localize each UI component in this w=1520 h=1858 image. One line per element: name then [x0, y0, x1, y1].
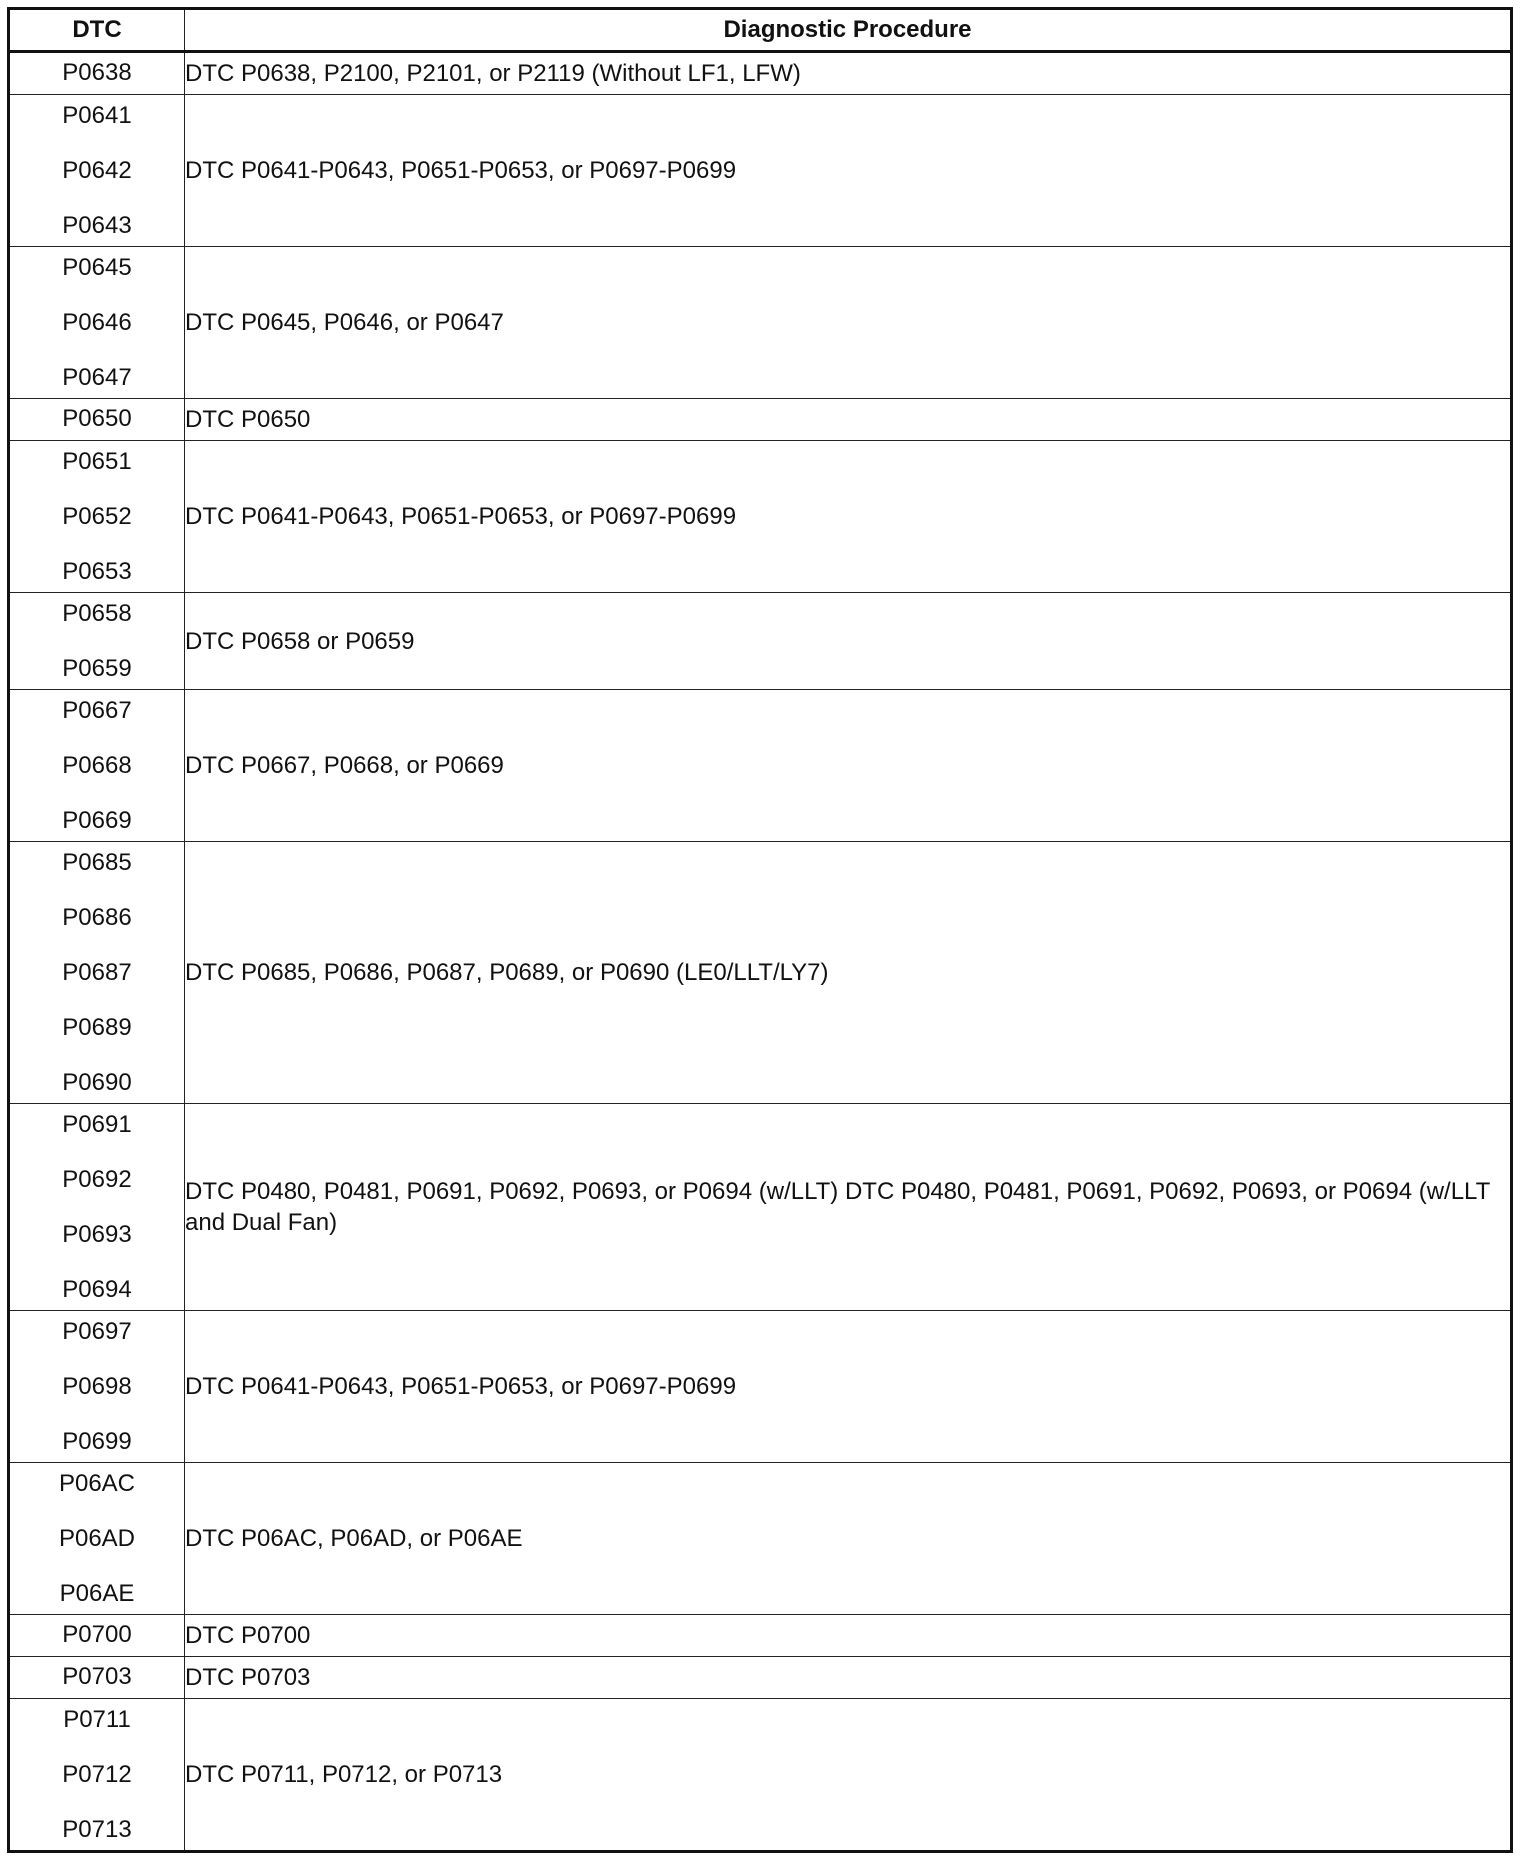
- dtc-code: P0685: [62, 849, 132, 876]
- table-row: [9, 1311, 1512, 1463]
- table-row: [9, 842, 1512, 1104]
- table-row: [9, 1699, 1512, 1852]
- dtc-codes-cell: [9, 1463, 185, 1615]
- dtc-code: P0658: [62, 600, 132, 627]
- dtc-code: P0687: [62, 959, 132, 986]
- diagnostic-procedure-link[interactable]: DTC P0645, P0646, or P0647: [185, 247, 1512, 399]
- dtc-codes-cell: [9, 1104, 185, 1311]
- diagnostic-procedure-link[interactable]: DTC P06AC, P06AD, or P06AE: [185, 1463, 1512, 1615]
- dtc-code: P06AD: [58, 1525, 136, 1552]
- dtc-code: P0712: [62, 1761, 132, 1788]
- dtc-code: P0659: [62, 655, 132, 682]
- dtc-code: P0698: [62, 1373, 132, 1400]
- table-row: [9, 690, 1512, 842]
- dtc-code: P0667: [62, 697, 132, 724]
- table-row: [9, 1657, 1512, 1699]
- table-row: [9, 247, 1512, 399]
- diagnostic-procedure-link[interactable]: DTC P0667, P0668, or P0669: [185, 690, 1512, 842]
- diagnostic-procedure-link[interactable]: DTC P0703: [185, 1657, 1512, 1699]
- dtc-code: P0642: [62, 157, 132, 184]
- diagnostic-procedure-link[interactable]: DTC P0650: [185, 399, 1512, 441]
- dtc-codes-cell: [9, 95, 185, 247]
- diagnostic-procedure-link[interactable]: DTC P0711, P0712, or P0713: [185, 1699, 1512, 1852]
- diagnostic-procedure-link[interactable]: DTC P0641-P0643, P0651-P0653, or P0697-P0699: [185, 95, 1512, 247]
- dtc-code: P0638: [62, 59, 132, 86]
- dtc-code: P0690: [62, 1069, 132, 1096]
- dtc-code: P0711: [63, 1706, 131, 1733]
- dtc-column-header: DTC: [9, 9, 185, 52]
- diagnostic-procedure-link[interactable]: DTC P0658 or P0659: [185, 593, 1512, 690]
- dtc-code: P0646: [62, 309, 132, 336]
- dtc-code: P0691: [62, 1111, 132, 1138]
- dtc-codes-cell: [9, 593, 185, 690]
- dtc-code: P0686: [62, 904, 132, 931]
- diagnostic-procedure-link[interactable]: DTC P0641-P0643, P0651-P0653, or P0697-P0699: [185, 1311, 1512, 1463]
- dtc-code: P0669: [62, 807, 132, 834]
- dtc-codes-cell: [9, 247, 185, 399]
- table-row: [9, 399, 1512, 441]
- table-header-row: [9, 9, 1512, 52]
- table-row: [9, 52, 1512, 95]
- dtc-code: P0693: [62, 1221, 132, 1248]
- dtc-codes-cell: [9, 1615, 185, 1657]
- dtc-codes-cell: [9, 842, 185, 1104]
- dtc-codes-cell: [9, 1699, 185, 1852]
- dtc-code: P0651: [62, 448, 132, 475]
- dtc-code: P0694: [62, 1276, 132, 1303]
- diagnostic-procedure-link[interactable]: DTC P0480, P0481, P0691, P0692, P0693, or P0694 (w/LLT) DTC P0480, P0481, P0691, P0692, P0693, or P0694 (w/LLT and Dual Fan): [185, 1104, 1512, 1311]
- dtc-code: P0643: [62, 212, 132, 239]
- table-row: [9, 1104, 1512, 1311]
- dtc-code: P0650: [62, 405, 132, 432]
- dtc-code: P0700: [62, 1621, 132, 1648]
- dtc-code: P0697: [62, 1318, 132, 1345]
- table-body: [9, 52, 1512, 1852]
- table-row: [9, 1615, 1512, 1657]
- dtc-code: P0689: [62, 1014, 132, 1041]
- diagnostic-procedure-link[interactable]: DTC P0638, P2100, P2101, or P2119 (Without LF1, LFW): [185, 52, 1512, 95]
- dtc-code: P06AC: [58, 1470, 136, 1497]
- dtc-code: P06AE: [59, 1580, 135, 1607]
- table-row: [9, 95, 1512, 247]
- diagnostic-procedure-link[interactable]: DTC P0685, P0686, P0687, P0689, or P0690 (LE0/LLT/LY7): [185, 842, 1512, 1104]
- dtc-code: P0641: [62, 102, 132, 129]
- dtc-code: P0699: [62, 1428, 132, 1455]
- table-row: [9, 441, 1512, 593]
- diagnostic-procedure-link[interactable]: DTC P0700: [185, 1615, 1512, 1657]
- dtc-code: P0692: [62, 1166, 132, 1193]
- dtc-codes-cell: [9, 690, 185, 842]
- dtc-table: [7, 7, 1513, 1853]
- table-row: [9, 593, 1512, 690]
- table-row: [9, 1463, 1512, 1615]
- dtc-code: P0668: [62, 752, 132, 779]
- dtc-code: P0713: [62, 1816, 132, 1843]
- procedure-column-header: Diagnostic Procedure: [185, 9, 1512, 52]
- diagnostic-procedure-link[interactable]: DTC P0641-P0643, P0651-P0653, or P0697-P0699: [185, 441, 1512, 593]
- dtc-code: P0645: [62, 254, 132, 281]
- dtc-codes-cell: [9, 441, 185, 593]
- dtc-codes-cell: [9, 1311, 185, 1463]
- dtc-code: P0653: [62, 558, 132, 585]
- dtc-code: P0647: [62, 364, 132, 391]
- dtc-code: P0703: [62, 1663, 132, 1690]
- dtc-code: P0652: [62, 503, 132, 530]
